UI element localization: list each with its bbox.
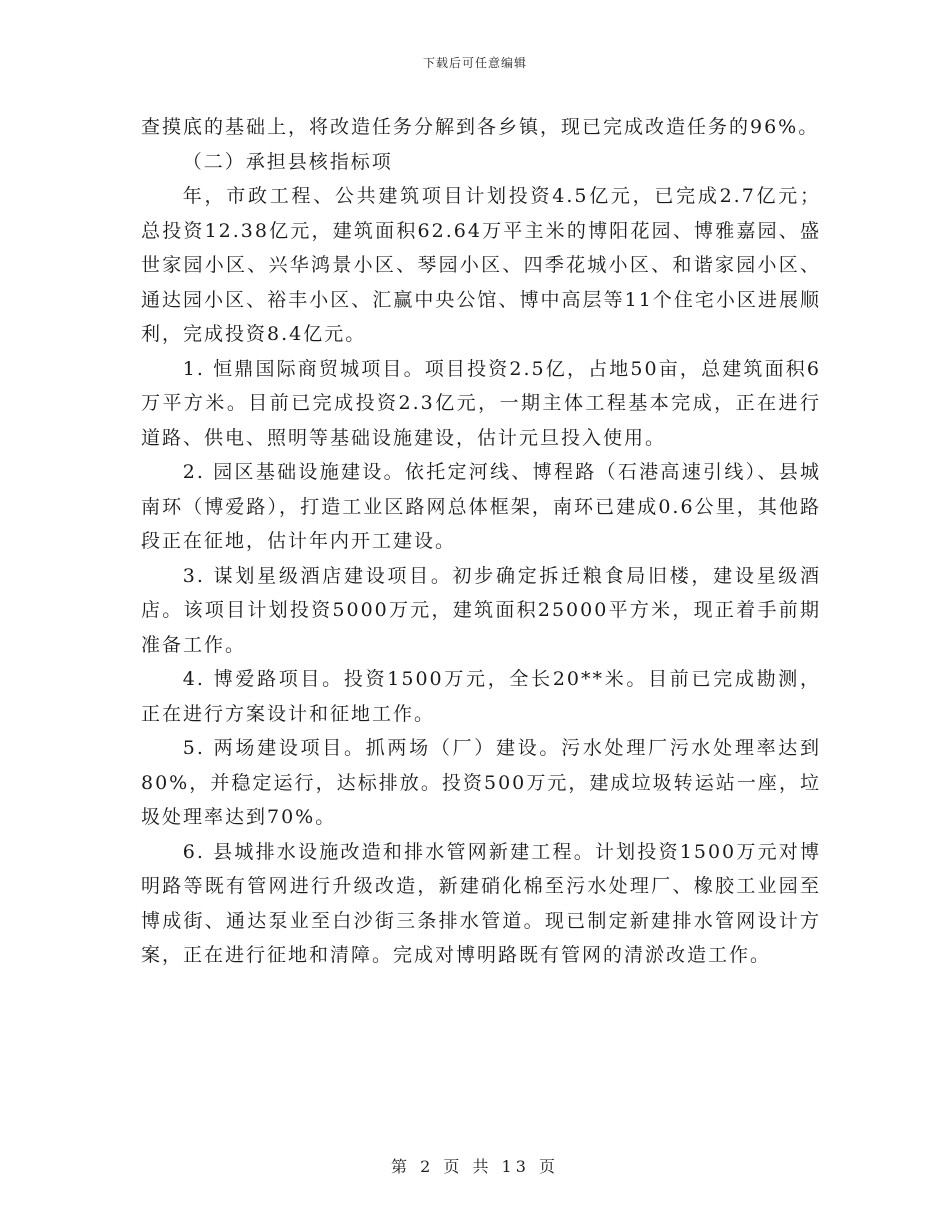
- section-heading: （二）承担县核指标项: [182, 150, 393, 173]
- paragraph-item-6: 6. 县城排水设施改造和排水管网新建工程。计划投资1500万元对博明路等既有管网进行升级改造，新建硝化棉至污水处理厂、橡胶工业园至博成街、通达泵业至白沙街三条排水管道。现已制定新建排水管网设计方案，正在进行征地和清障。完成对博明路既有管网的清淤改造工作。: [141, 840, 821, 966]
- paragraph-continuation: 查摸底的基础上，将改造任务分解到各乡镇，现已完成改造任务的96%。: [141, 116, 820, 138]
- page-number: 第 2 页 共 13 页: [391, 1157, 559, 1176]
- paragraph-item-1: 1. 恒鼎国际商贸城项目。项目投资2.5亿，占地50亩，总建筑面积6万平方米。目前已完成投资2.3亿元，一期主体工程基本完成，正在进行道路、供电、照明等基础设施建设，估计元旦投入使用。: [141, 357, 821, 449]
- document-body: [141, 110, 821, 973]
- paragraph-overview: 年，市政工程、公共建筑项目计划投资4.5亿元，已完成2.7亿元；总投资12.38亿元，建筑面积62.64万平主米的博阳花园、博雅嘉园、盛世家园小区、兴华鸿景小区、琴园小区、四季花城小区、和谐家园小区、通达园小区、裕丰小区、汇赢中央公馆、博中高层等11个住宅小区进展顺利，完成投资8.4亿元。: [141, 185, 821, 345]
- paragraph-item-5: 5. 两场建设项目。抓两场（厂）建设。污水处理厂污水处理率达到80%，并稳定运行，达标排放。投资500万元，建成垃圾转运站一座，垃圾处理率达到70%。: [141, 737, 821, 828]
- paragraph-item-3: 3. 谋划星级酒店建设项目。初步确定拆迁粮食局旧楼，建设星级酒店。该项目计划投资5000万元，建筑面积25000平方米，现正着手前期准备工作。: [141, 564, 821, 656]
- paragraph-item-4: 4. 博爱路项目。投资1500万元，全长20**米。目前已完成勘测，正在进行方案设计和征地工作。: [141, 668, 821, 725]
- paragraph-item-2: 2. 园区基础设施建设。依托定河线、博程路（石港高速引线）、县城南环（博爱路），打造工业区路网总体框架，南环已建成0.6公里，其他路段正在征地，估计年内开工建设。: [141, 461, 821, 552]
- header-note: 下载后可任意编辑: [422, 56, 527, 70]
